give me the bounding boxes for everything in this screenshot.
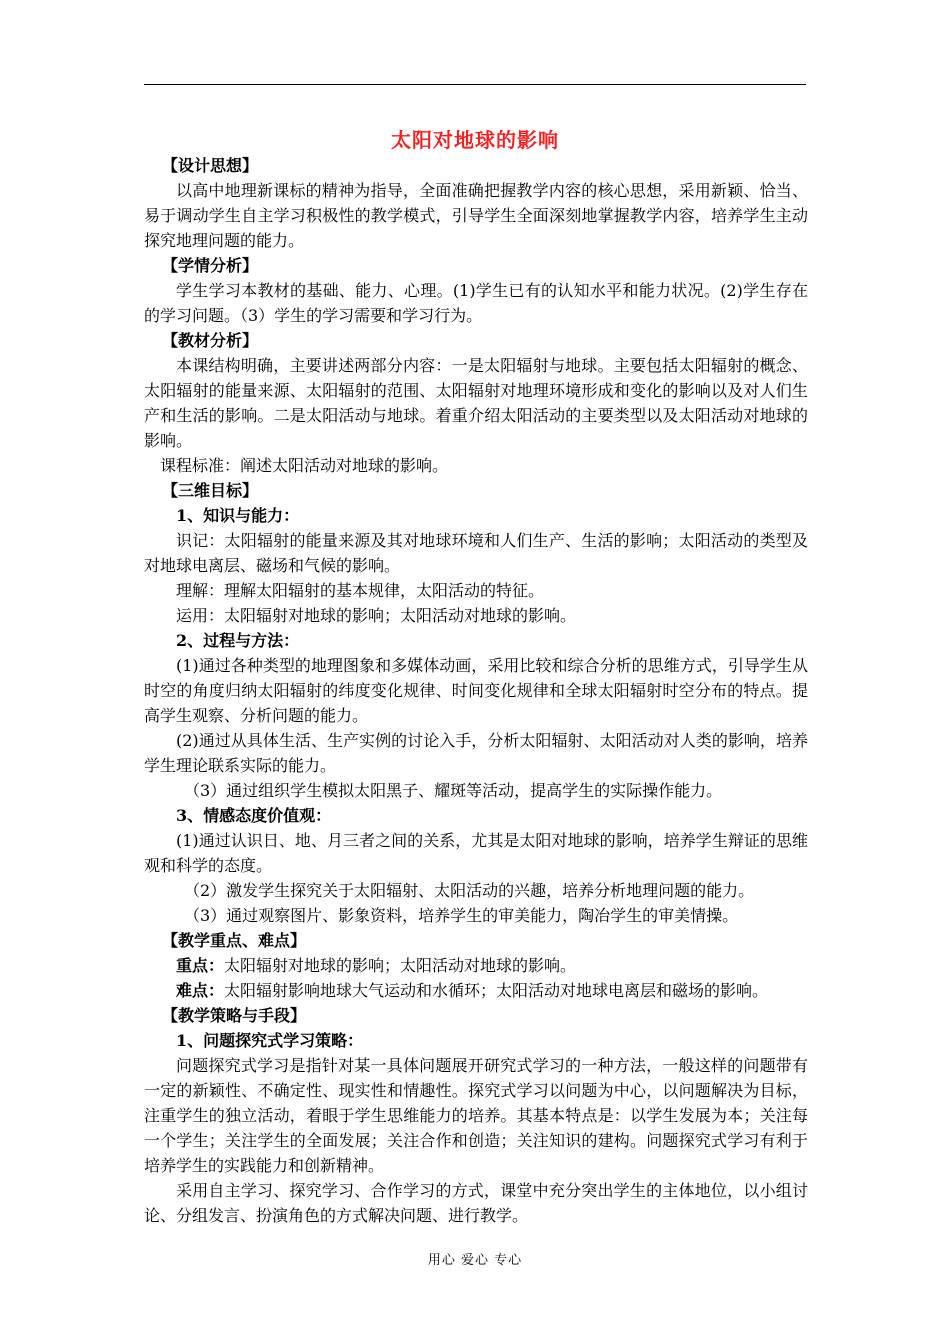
paragraph: 运用：太阳辐射对地球的影响；太阳活动对地球的影响。 bbox=[176, 606, 577, 625]
paragraph: (1)通过认识日、地、月三者之间的关系，尤其是太阳对地球的影响，培养学生辩证的思维观和科学的态度。 bbox=[144, 831, 808, 875]
paragraph bbox=[144, 953, 808, 978]
paragraph-text: 太阳辐射影响地球大气运动和水循环；太阳活动对地球电离层和磁场的影响。 bbox=[224, 981, 769, 1000]
document-title: 太阳对地球的影响 bbox=[391, 128, 559, 152]
section-heading-key-points: 【教学重点、难点】 bbox=[162, 931, 307, 950]
paragraph: (1)通过各种类型的地理图象和多媒体动画，采用比较和综合分析的思维方式，引导学生从时空的角度归纳太阳辐射的纬度变化规律、时间变化规律和全球太阳辐射时空分布的特点。提高学生观察、分析问题的能力。 bbox=[144, 656, 808, 725]
subheading: 3、情感态度价值观： bbox=[176, 806, 332, 825]
page-footer: 用心 爱心 专心 bbox=[427, 1253, 523, 1268]
paragraph: 识记：太阳辐射的能量来源及其对地球环境和人们生产、生活的影响；太阳活动的类型及对地球电离层、磁场和气候的影响。 bbox=[144, 531, 808, 575]
section-heading-learner-analysis: 【学情分析】 bbox=[162, 256, 259, 275]
subheading: 1、问题探究式学习策略： bbox=[176, 1031, 364, 1050]
keyword-label: 难点： bbox=[176, 981, 225, 1000]
paragraph: 学生学习本教材的基础、能力、心理。(1)学生已有的认知水平和能力状况。(2)学生存在的学习问题。（3）学生的学习需要和学习行为。 bbox=[144, 281, 808, 325]
section-heading-material-analysis: 【教材分析】 bbox=[162, 331, 259, 350]
header-rule bbox=[144, 84, 806, 85]
paragraph: 以高中地理新课标的精神为指导，全面准确把握教学内容的核心思想，采用新颖、恰当、易于调动学生自主学习积极性的教学模式，引导学生全面深刻地掌握教学内容，培养学生主动探究地理问题的能力。 bbox=[144, 181, 808, 250]
keyword-label: 重点： bbox=[176, 956, 225, 975]
section-heading-design: 【设计思想】 bbox=[162, 156, 259, 175]
paragraph-text: 太阳辐射对地球的影响；太阳活动对地球的影响。 bbox=[224, 956, 577, 975]
document-body bbox=[144, 153, 808, 1228]
paragraph: （3）通过观察图片、影象资料，培养学生的审美能力，陶冶学生的审美情操。 bbox=[184, 906, 739, 925]
subheading: 1、知识与能力： bbox=[176, 506, 300, 525]
subheading: 2、过程与方法： bbox=[176, 631, 300, 650]
paragraph: 问题探究式学习是指针对某一具体问题展开研究式学习的一种方法，一般这样的问题带有一定的新颖性、不确定性、现实性和情趣性。探究式学习以问题为中心，以问题解决为目标，注重学生的独立活动，着眼于学生思维能力的培养。其基本特点是：以学生发展为本；关注每一个学生；关注学生的全面发展；关注合作和创造；关注知识的建构。问题探究式学习有利于培养学生的实践能力和创新精神。 bbox=[144, 1056, 808, 1175]
paragraph: （2）激发学生探究关于太阳辐射、太阳活动的兴趣，培养分析地理问题的能力。 bbox=[184, 881, 755, 900]
paragraph: 本课结构明确，主要讲述两部分内容：一是太阳辐射与地球。主要包括太阳辐射的概念、太阳辐射的能量来源、太阳辐射的范围、太阳辐射对地理环境形成和变化的影响以及对人们生产和生活的影响。二是太阳活动与地球。着重介绍太阳活动的主要类型以及太阳活动对地球的影响。 bbox=[144, 356, 808, 450]
paragraph: 采用自主学习、探究学习、合作学习的方式，课堂中充分突出学生的主体地位，以小组讨论、分组发言、扮演角色的方式解决问题、进行教学。 bbox=[144, 1181, 808, 1225]
paragraph: (2)通过从具体生活、生产实例的讨论入手，分析太阳辐射、太阳活动对人类的影响，培养学生理论联系实际的能力。 bbox=[144, 731, 808, 775]
paragraph bbox=[144, 978, 808, 1003]
section-heading-strategy: 【教学策略与手段】 bbox=[162, 1006, 307, 1025]
paragraph: 理解：理解太阳辐射的基本规律，太阳活动的特征。 bbox=[176, 581, 545, 600]
section-heading-objectives: 【三维目标】 bbox=[162, 481, 259, 500]
paragraph: （3）通过组织学生模拟太阳黑子、耀斑等活动，提高学生的实际操作能力。 bbox=[184, 781, 723, 800]
paragraph: 课程标准：阐述太阳活动对地球的影响。 bbox=[160, 456, 449, 475]
